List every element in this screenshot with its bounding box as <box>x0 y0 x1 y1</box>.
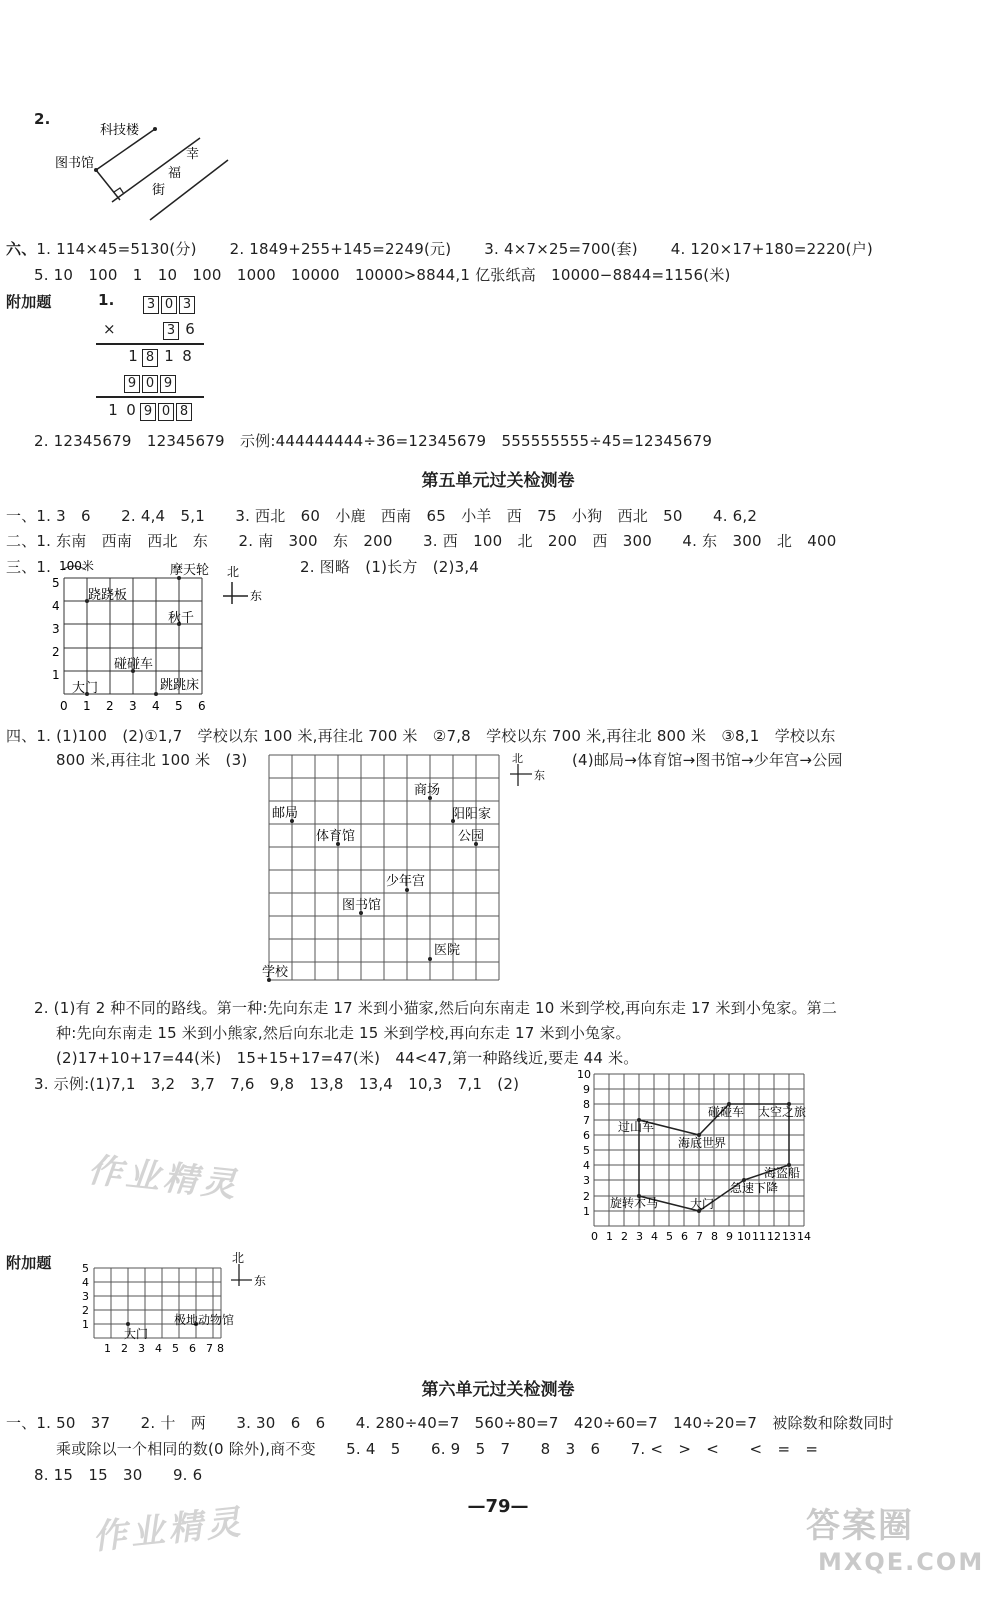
grid3-y-tick: 5 <box>583 1144 590 1157</box>
grid3-x-tick: 4 <box>651 1230 658 1243</box>
grid4-y-tick: 5 <box>82 1262 89 1275</box>
grid3-y-tick: 7 <box>583 1114 590 1127</box>
unit5-q2-line-1: 2. (1)有 2 种不同的路线。第一种:先向东走 17 米到小猫家,然后向东南走 10 米到学校,再向东走 17 米到小兔家。第二 <box>34 999 838 1017</box>
grid3-x-tick: 3 <box>636 1230 643 1243</box>
place-yiyuan: 医院 <box>434 943 461 958</box>
grid4-x-tick: 7 <box>206 1342 213 1355</box>
fujia-label: 附加题 <box>6 293 52 311</box>
grid3-x-tick: 0 <box>591 1230 598 1243</box>
grid4-x-tick: 6 <box>189 1342 196 1355</box>
grid-map-4 <box>74 1250 284 1360</box>
grid4-x-tick: 5 <box>172 1342 179 1355</box>
grid3-x-tick: 9 <box>726 1230 733 1243</box>
fujia-q2: 2. 12345679 12345679 示例:444444444÷36=12345679 555555555÷45=12345679 <box>34 432 713 450</box>
brand-logo: 答案圈 <box>806 1506 914 1546</box>
place-jisuxiajiang: 急速下降 <box>730 1181 779 1195</box>
grid4-x-tick: 1 <box>104 1342 111 1355</box>
unit5-er: 二、1. 东南 西南 西北 东 2. 南 300 东 200 3. 西 100 北 200 西 300 4. 东 300 北 400 <box>6 532 837 550</box>
digit: 1 <box>128 347 138 365</box>
grid3-y-tick: 3 <box>583 1174 590 1187</box>
grid3-x-tick: 2 <box>621 1230 628 1243</box>
grid1-x-tick: 3 <box>129 699 137 713</box>
digit: 0 <box>126 401 136 419</box>
digit-box: 9 <box>124 375 140 393</box>
grid3-y-tick: 10 <box>577 1068 591 1081</box>
place-shangchang: 商场 <box>414 783 441 798</box>
label-tushu: 图书馆 <box>55 156 95 171</box>
compass-east: 东 <box>250 589 263 603</box>
label-fu: 福 <box>168 166 182 181</box>
question-number: 2. <box>34 110 51 128</box>
mult-row-4 <box>124 373 178 393</box>
grid4-x-tick: 2 <box>121 1342 128 1355</box>
grid3-x-tick: 14 <box>797 1230 811 1243</box>
liu-prefix: 六、 <box>6 240 37 258</box>
label-jie: 街 <box>152 183 166 198</box>
street-sketch <box>50 112 250 224</box>
unit5-q2-line-3: (2)17+10+17=44(米) 15+15+17=47(米) 44<47,第一种路线近,要走 44 米。 <box>56 1049 639 1067</box>
grid1-unit: 100米 <box>59 559 94 573</box>
grid4-x-tick: 8 <box>217 1342 224 1355</box>
grid1-y-tick: 5 <box>52 576 60 590</box>
digit-box: 8 <box>142 349 158 367</box>
grid4-y-tick: 4 <box>82 1276 89 1289</box>
grid1-x-tick: 2 <box>106 699 114 713</box>
compass-north: 北 <box>232 1251 245 1265</box>
grid-map-3 <box>574 1064 824 1248</box>
unit5-si-line-2b: (4)邮局→体育馆→图书馆→少年宫→公园 <box>572 751 843 769</box>
mult-row-2 <box>163 320 199 340</box>
grid4-y-tick: 3 <box>82 1290 89 1303</box>
grid4-x-tick: 3 <box>138 1342 145 1355</box>
grid3-x-tick: 5 <box>666 1230 673 1243</box>
label-keji: 科技楼 <box>100 123 140 138</box>
unit5-si-line-2a: 800 米,再往北 100 米 (3) <box>56 751 248 769</box>
digit: 1 <box>164 347 174 365</box>
unit6-line-2: 乘或除以一个相同的数(0 除外),商不变 5. 4 5 6. 9 5 7 8 3 6 7. < > < < = = <box>56 1440 819 1458</box>
unit5-san-label: 三、1. <box>6 558 52 576</box>
digit-box: 0 <box>142 375 158 393</box>
mult-row-1 <box>143 294 197 314</box>
unit5-q2-line-2: 种:先向东南走 15 米到小熊家,然后向东北走 15 米到学校,再向东走 17 米到小兔家。 <box>56 1024 631 1042</box>
place-damen: 大门 <box>124 1327 149 1341</box>
place-motianlun: 摩天轮 <box>170 563 210 578</box>
grid3-y-tick: 1 <box>583 1205 590 1218</box>
grid3-y-tick: 9 <box>583 1083 590 1096</box>
liu-q3: 3. 4×7×25=700(套) <box>484 240 638 258</box>
label-xing: 幸 <box>186 147 200 162</box>
place-youju: 邮局 <box>272 806 299 821</box>
place-gongyuan: 公园 <box>458 829 485 844</box>
place-jidi-dongwuguan: 极地动物馆 <box>174 1313 235 1327</box>
digit-box: 8 <box>176 403 192 421</box>
digit-box: 0 <box>158 403 174 421</box>
grid3-x-tick: 6 <box>681 1230 688 1243</box>
mult-rule-1 <box>96 343 204 345</box>
grid-map-2 <box>262 752 566 988</box>
mult-rule-2 <box>96 396 204 398</box>
grid1-x-tick: 0 <box>60 699 68 713</box>
mult-row-5 <box>104 401 194 421</box>
digit-box: 3 <box>163 322 179 340</box>
unit6-line-3: 8. 15 15 30 9. 6 <box>34 1466 203 1484</box>
compass-east: 东 <box>534 769 545 782</box>
grid1-x-tick: 1 <box>83 699 91 713</box>
grid3-x-tick: 13 <box>782 1230 796 1243</box>
grid1-y-tick: 2 <box>52 645 60 659</box>
grid3-y-tick: 8 <box>583 1098 590 1111</box>
grid4-y-tick: 2 <box>82 1304 89 1317</box>
times-sign: × <box>103 320 116 338</box>
unit5-title: 第五单元过关检测卷 <box>421 471 575 491</box>
unit6-line-1: 一、1. 50 37 2. 十 两 3. 30 6 6 4. 280÷40=7 560÷80=7 420÷60=7 140÷20=7 被除数和除数同时 <box>6 1414 894 1432</box>
place-tiyuguan: 体育馆 <box>316 829 356 844</box>
grid4-x-tick: 4 <box>155 1342 162 1355</box>
watermark-logo: 作业精灵 <box>85 1150 242 1206</box>
grid-map-1 <box>44 558 274 718</box>
place-tiaotiaochuang: 跳跳床 <box>160 678 200 693</box>
digit-box: 0 <box>161 296 177 314</box>
fujia-q1-number: 1. <box>98 291 115 309</box>
place-qiaoqiaoban: 跷跷板 <box>88 588 128 603</box>
unit5-si-line-1: 四、1. (1)100 (2)①1,7 学校以东 100 米,再往北 700 米 ②7,8 学校以东 700 米,再往北 800 米 ③8,1 学校以东 <box>6 727 836 745</box>
grid3-x-tick: 8 <box>711 1230 718 1243</box>
unit5-yi: 一、1. 3 6 2. 4,4 5,1 3. 西北 60 小鹿 西南 65 小羊 西 75 小狗 西北 50 4. 6,2 <box>6 507 758 525</box>
grid3-x-tick: 12 <box>767 1230 781 1243</box>
grid1-x-tick: 6 <box>198 699 206 713</box>
place-pengpengche: 碰碰车 <box>114 657 154 672</box>
grid3-y-tick: 4 <box>583 1159 590 1172</box>
digit-box: 9 <box>160 375 176 393</box>
watermark-logo: 作业精灵 <box>90 1502 247 1558</box>
place-xuexiao: 学校 <box>262 965 289 980</box>
unit5-fujia-label: 附加题 <box>6 1254 52 1272</box>
compass-east: 东 <box>254 1274 267 1288</box>
place-yangyangjia: 阳阳家 <box>452 807 492 822</box>
liu-q2: 2. 1849+255+145=2249(元) <box>229 240 452 258</box>
compass-north: 北 <box>512 752 523 765</box>
liu-line-2: 5. 10 100 1 10 100 1000 10000 10000>8844,1 亿张纸高 10000−8844=1156(米) <box>34 266 731 284</box>
page-number: —79— <box>467 1496 529 1517</box>
digit-box: 9 <box>140 403 156 421</box>
grid3-x-tick: 11 <box>752 1230 766 1243</box>
digit: 6 <box>185 320 195 338</box>
place-qiuqian: 秋千 <box>168 611 195 626</box>
unit5-q3: 3. 示例:(1)7,1 3,2 3,7 7,6 9,8 13,8 13,4 10,3 7,1 (2) <box>34 1075 520 1093</box>
brand-site: MXQE.COM <box>818 1548 985 1576</box>
mult-row-3 <box>124 347 196 367</box>
unit5-san-text: 2. 图略 (1)长方 (2)3,4 <box>300 558 480 576</box>
grid1-x-tick: 5 <box>175 699 183 713</box>
digit: 1 <box>108 401 118 419</box>
digit-box: 3 <box>143 296 159 314</box>
place-xuanzhuanmuma: 旋转木马 <box>610 1196 659 1210</box>
place-haidishijie: 海底世界 <box>678 1136 727 1150</box>
place-taikongzhilv: 太空之旅 <box>758 1105 807 1119</box>
unit6-title: 第六单元过关检测卷 <box>421 1380 575 1400</box>
digit: 8 <box>182 347 192 365</box>
grid4-y-tick: 1 <box>82 1318 89 1331</box>
compass-north: 北 <box>227 565 240 579</box>
place-damen: 大门 <box>690 1197 715 1211</box>
liu-q1: 1. 114×45=5130(分) <box>36 240 197 258</box>
grid3-y-tick: 2 <box>583 1190 590 1203</box>
digit-box: 3 <box>179 296 195 314</box>
grid1-x-tick: 4 <box>152 699 160 713</box>
grid1-y-tick: 4 <box>52 599 60 613</box>
place-damen: 大门 <box>72 681 99 696</box>
grid3-x-tick: 10 <box>737 1230 751 1243</box>
grid3-y-tick: 6 <box>583 1129 590 1142</box>
place-tushuguan: 图书馆 <box>342 898 382 913</box>
place-guoshanche: 过山车 <box>618 1120 655 1134</box>
place-pengpengche: 碰碰车 <box>708 1105 745 1119</box>
grid1-y-tick: 3 <box>52 622 60 636</box>
liu-q4: 4. 120×17+180=2220(户) <box>670 240 873 258</box>
place-haidaochuan: 海盗船 <box>764 1166 801 1180</box>
grid1-y-tick: 1 <box>52 668 60 682</box>
grid3-x-tick: 1 <box>606 1230 613 1243</box>
grid3-x-tick: 7 <box>696 1230 703 1243</box>
place-shaoniangong: 少年宫 <box>386 874 426 889</box>
liu-line-1 <box>6 238 873 259</box>
